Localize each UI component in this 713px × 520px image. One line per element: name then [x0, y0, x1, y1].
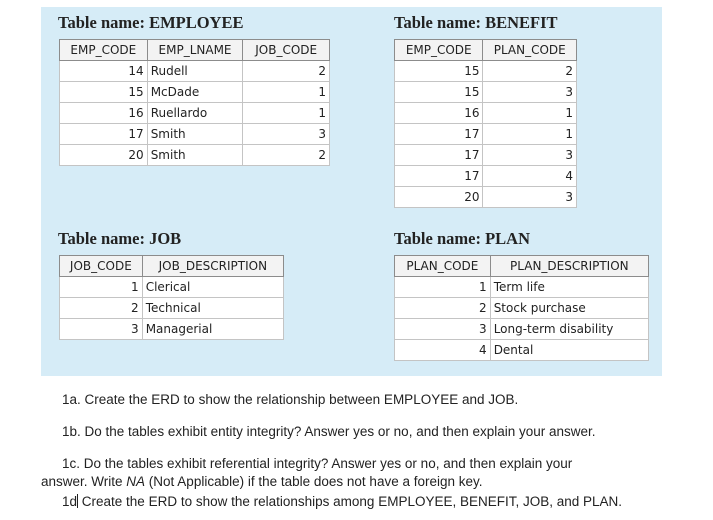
column-header: JOB_CODE [60, 256, 143, 277]
table-cell: 3 [243, 124, 330, 145]
table-cell: 16 [395, 103, 483, 124]
table-cell: 14 [60, 61, 148, 82]
job-table [59, 255, 284, 340]
table-cell: 17 [395, 145, 483, 166]
column-header: PLAN_CODE [483, 40, 577, 61]
question-1d-text: Create the ERD to show the relationships among EMPLOYEE, BENEFIT, JOB, and PLAN. [78, 494, 623, 509]
plan-table-title: Table name: PLAN [394, 229, 530, 248]
table-row [395, 61, 577, 82]
table-cell: 20 [395, 187, 483, 208]
table-row [395, 145, 577, 166]
table-cell: 1 [483, 124, 577, 145]
table-cell: Clerical [142, 277, 283, 298]
table-cell: 1 [395, 277, 491, 298]
table-cell: 16 [60, 103, 148, 124]
table-cell: Long-term disability [490, 319, 648, 340]
table-row [60, 103, 330, 124]
table-cell: 15 [395, 82, 483, 103]
table-cell: 4 [483, 166, 577, 187]
column-header: EMP_CODE [395, 40, 483, 61]
column-header: EMP_LNAME [147, 40, 243, 61]
table-cell: 2 [483, 61, 577, 82]
table-cell: 1 [243, 82, 330, 103]
table-row [395, 166, 577, 187]
question-1b: 1b. Do the tables exhibit entity integrity? Answer yes or no, and then explain your answer. [62, 424, 596, 439]
table-row [60, 82, 330, 103]
table-cell: Stock purchase [490, 298, 648, 319]
table-row [60, 145, 330, 166]
table-cell: 4 [395, 340, 491, 361]
table-cell: Ruellardo [147, 103, 243, 124]
table-cell: 2 [243, 61, 330, 82]
employee-table [59, 39, 330, 166]
table-cell: 2 [60, 298, 143, 319]
column-header: EMP_CODE [60, 40, 148, 61]
table-row [60, 61, 330, 82]
question-1a: 1a. Create the ERD to show the relationship between EMPLOYEE and JOB. [62, 392, 519, 407]
table-cell: 15 [60, 82, 148, 103]
table-row [395, 124, 577, 145]
table-cell: 3 [483, 145, 577, 166]
table-cell: 3 [60, 319, 143, 340]
table-cell: McDade [147, 82, 243, 103]
question-1c-text-end: (Not Applicable) if the table does not have a foreign key. [145, 474, 483, 489]
column-header: PLAN_CODE [395, 256, 491, 277]
table-cell: 17 [395, 166, 483, 187]
employee-table-title: Table name: EMPLOYEE [58, 13, 244, 32]
table-cell: 3 [483, 187, 577, 208]
table-row [395, 187, 577, 208]
table-cell: Smith [147, 145, 243, 166]
column-header: JOB_DESCRIPTION [142, 256, 283, 277]
table-row [395, 319, 649, 340]
table-cell: 20 [60, 145, 148, 166]
table-cell: Dental [490, 340, 648, 361]
table-row [395, 82, 577, 103]
column-header: PLAN_DESCRIPTION [490, 256, 648, 277]
table-cell: Smith [147, 124, 243, 145]
benefit-table [394, 39, 577, 208]
table-row [60, 277, 284, 298]
question-1d[interactable] [62, 494, 622, 509]
table-cell: 1 [243, 103, 330, 124]
question-1c-na: NA [126, 474, 146, 489]
table-cell: 17 [395, 124, 483, 145]
table-cell: 2 [395, 298, 491, 319]
table-cell: 1 [60, 277, 143, 298]
table-cell: Managerial [142, 319, 283, 340]
benefit-table-title: Table name: BENEFIT [394, 13, 558, 32]
table-cell: 17 [60, 124, 148, 145]
table-row [395, 298, 649, 319]
question-1c-line2 [41, 474, 483, 489]
table-row [395, 340, 649, 361]
table-cell: 15 [395, 61, 483, 82]
table-cell: 3 [395, 319, 491, 340]
column-header: JOB_CODE [243, 40, 330, 61]
table-cell: 2 [243, 145, 330, 166]
table-row [395, 277, 649, 298]
table-row [60, 298, 284, 319]
table-row [60, 124, 330, 145]
table-cell: Rudell [147, 61, 243, 82]
table-cell: 1 [483, 103, 577, 124]
table-row [395, 103, 577, 124]
table-cell: 3 [483, 82, 577, 103]
table-cell: Term life [490, 277, 648, 298]
table-row [60, 319, 284, 340]
job-table-title: Table name: JOB [58, 229, 182, 248]
plan-table [394, 255, 649, 361]
question-1c-line1: 1c. Do the tables exhibit referential integrity? Answer yes or no, and then explain your [62, 456, 573, 471]
question-1d-number: 1d [62, 494, 78, 509]
table-cell: Technical [142, 298, 283, 319]
question-1c-text: answer. Write [41, 474, 127, 489]
